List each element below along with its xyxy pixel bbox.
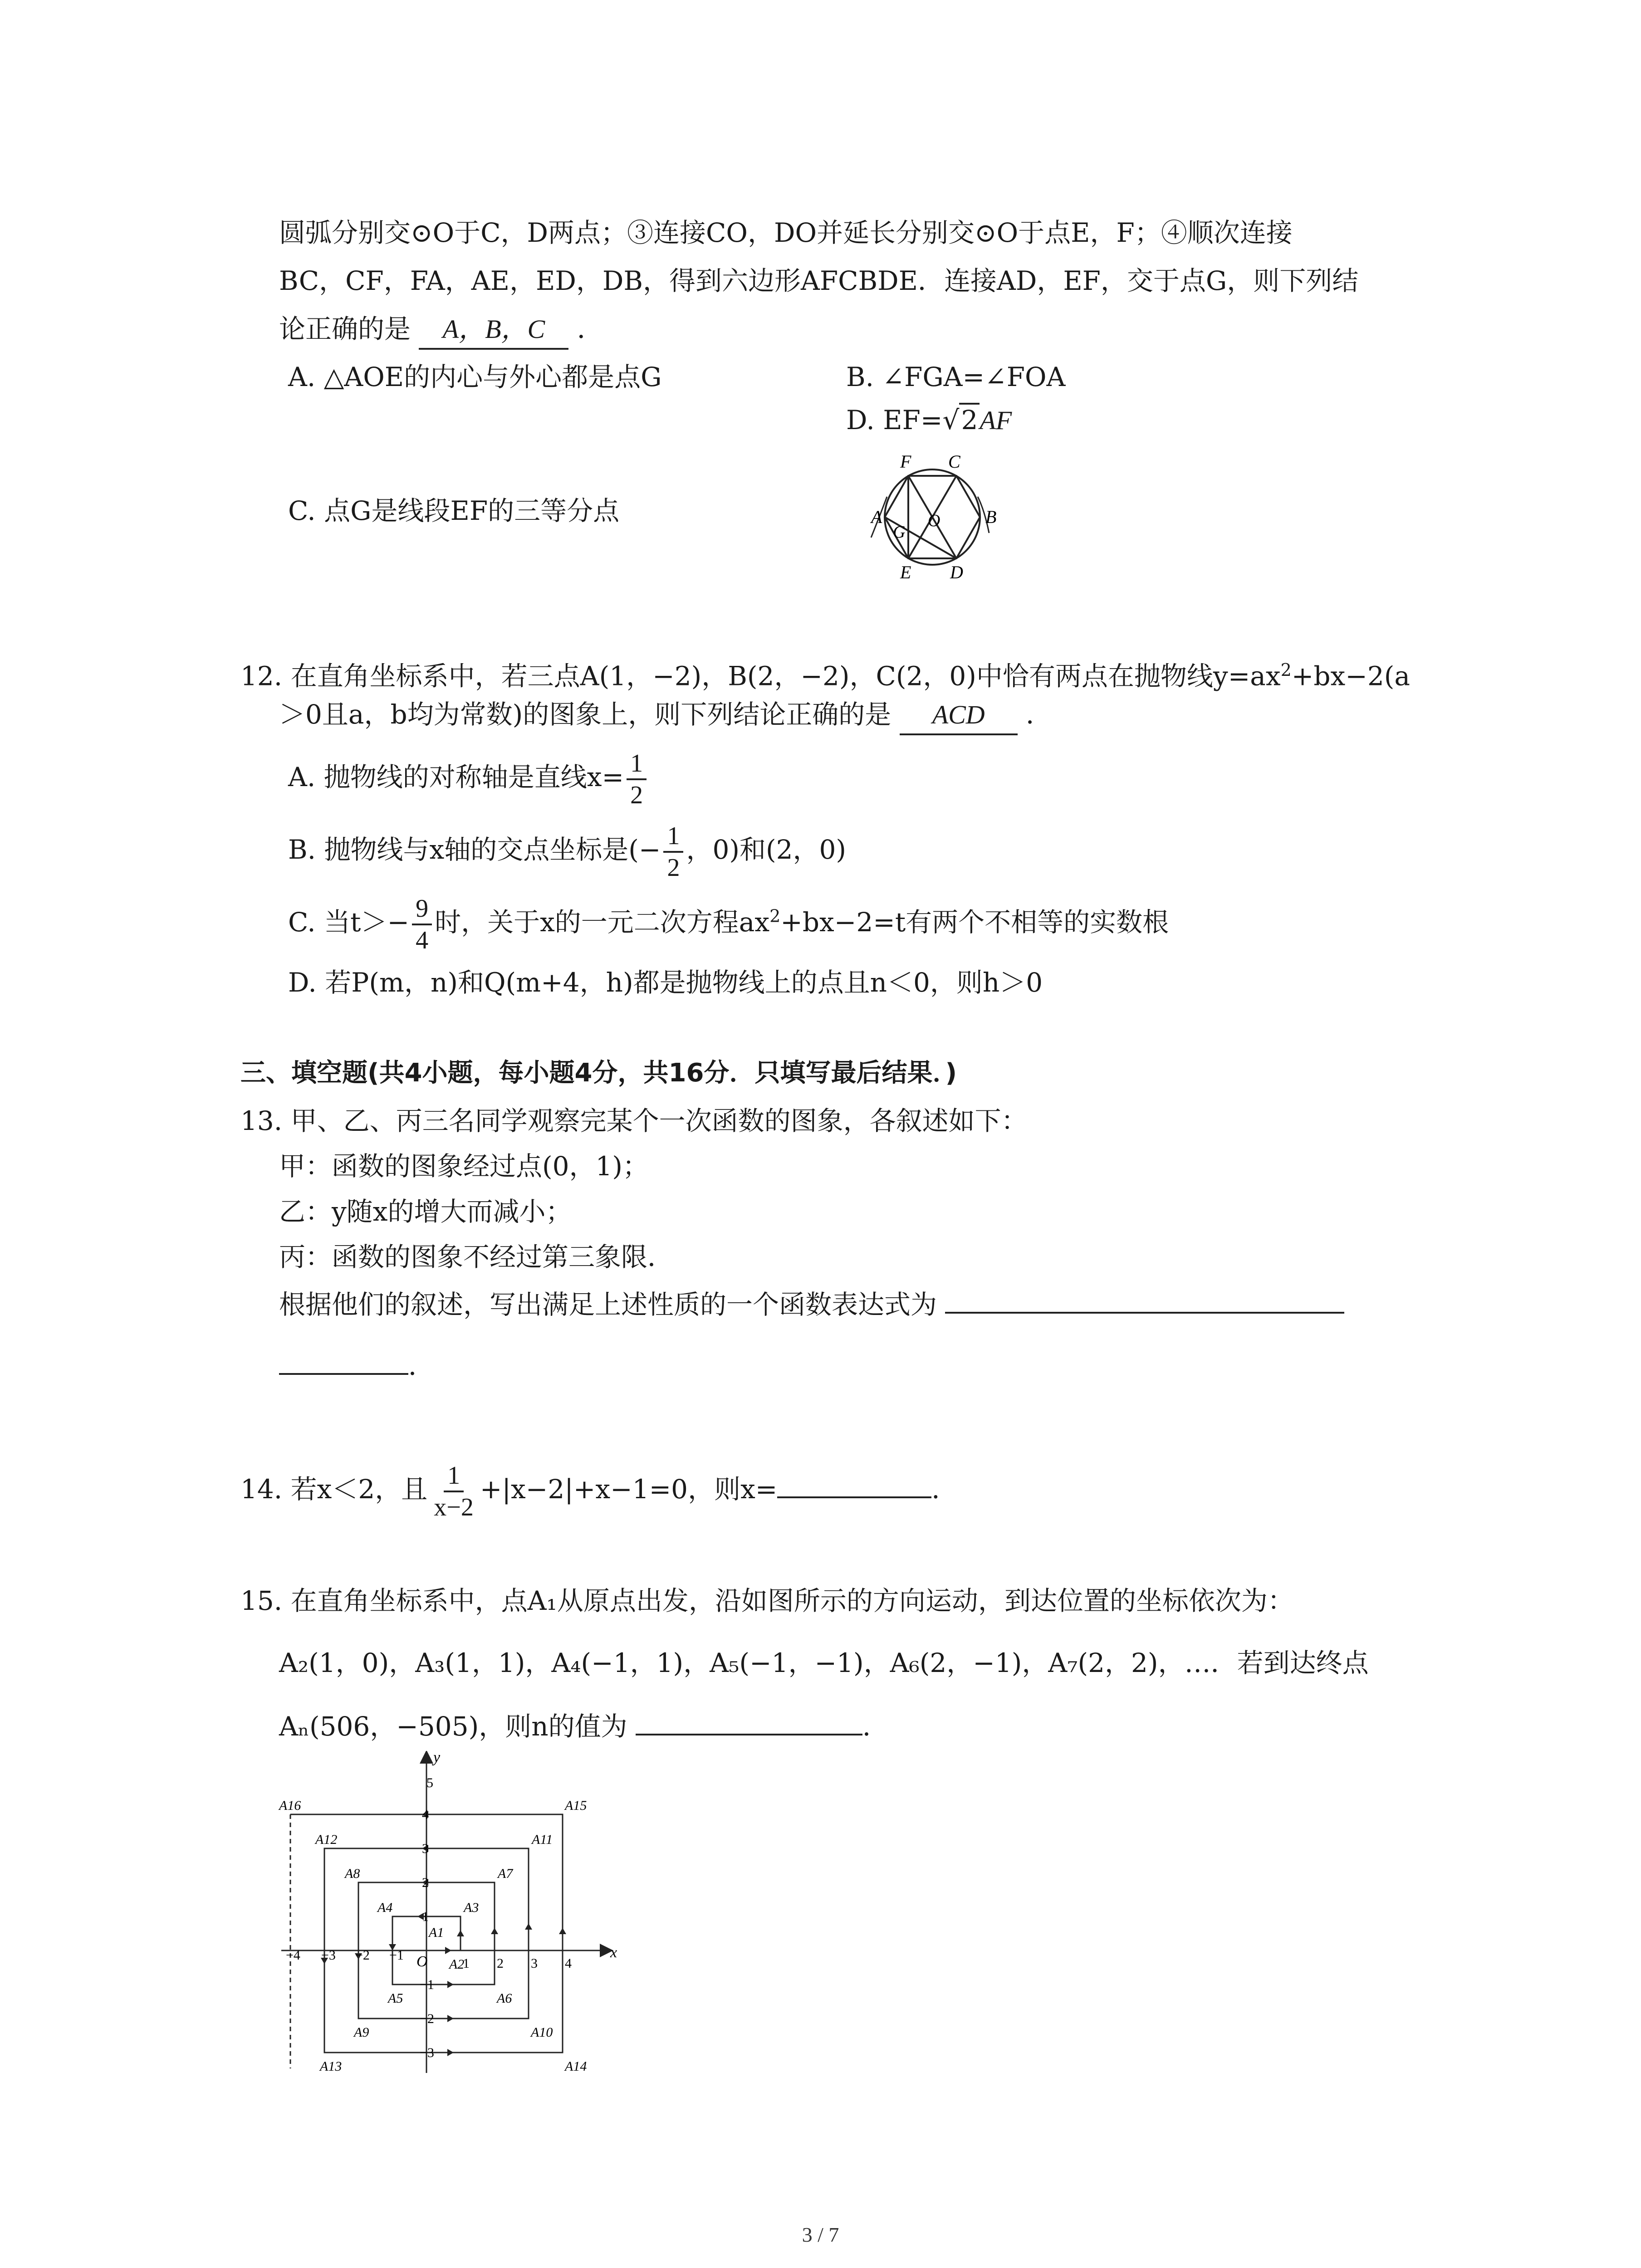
point-label: A3 <box>464 1900 479 1915</box>
point-label: A10 <box>531 2025 553 2040</box>
q13-line1: 13. 甲、乙、丙三名同学观察完某个一次函数的图象，各叙述如下： <box>240 1105 1028 1136</box>
y-tick-label: 2 <box>422 1875 429 1890</box>
section-heading: 三、填空题(共4小题，每小题4分，共16分．只填写最后结果．) <box>240 1058 957 1088</box>
point-label: A11 <box>532 1832 553 1847</box>
q13-line6: ． <box>279 1345 435 1384</box>
x-tick-label: 1 <box>463 1956 470 1971</box>
q11-line1: 圆弧分别交⊙O于C，D两点；③连接CO，DO并延长分别交⊙O于点E，F；④顺次连接 <box>279 217 1293 248</box>
q14-answer-blank[interactable] <box>777 1468 931 1498</box>
x-tick-label: −1 <box>389 1948 404 1963</box>
fig-label-d: D <box>950 562 963 582</box>
fraction: $\frac{1}{2}$ <box>627 748 647 810</box>
y-tick-label: 5 <box>426 1775 433 1790</box>
x-tick-label: 2 <box>497 1956 504 1971</box>
fraction: $\frac{1}{x-2}$ <box>434 1461 474 1521</box>
q12-option-d: D. 若P(m，n)和Q(m+4，h)都是抛物线上的点且n＜0，则h＞0 <box>288 967 1043 998</box>
q11-option-a: A. △AOE的内心与外心都是点G <box>288 362 662 392</box>
x-tick-label: 4 <box>565 1956 572 1971</box>
x-tick-label: −2 <box>355 1948 370 1963</box>
point-label: A14 <box>565 2059 587 2074</box>
y-tick-label: 3 <box>422 1841 429 1856</box>
q14-line: 14. 若x＜2，且 $\frac{1}{x-2}$ +|x−2|+x−1=0，则x= ． <box>240 1461 958 1521</box>
q11-hexagon-figure <box>853 447 1016 583</box>
point-label: A4 <box>377 1900 393 1915</box>
fraction: $\frac{9}{4}$ <box>412 894 432 955</box>
x-tick-label: 3 <box>531 1956 538 1971</box>
fig-label-f: F <box>900 451 911 472</box>
q12-answer[interactable]: ACD <box>900 696 1018 735</box>
q11-option-c: C. 点G是线段EF的三等分点 <box>288 495 620 526</box>
point-label: A15 <box>565 1798 587 1813</box>
x-tick-label: −3 <box>321 1948 336 1963</box>
fig-label-b: B <box>985 507 997 527</box>
q13-answer-blank-cont[interactable] <box>279 1345 408 1375</box>
q12-line2: ＞0且a，b均为常数)的图象上，则下列结论正确的是 ACD ． <box>279 696 1052 735</box>
q12-option-c: C. 当t＞− $\frac{9}{4}$ 时，关于x的一元二次方程$ax^2+bx-2=t$有两个不相等的实数根 <box>288 894 1169 954</box>
q15-line1: 15. 在直角坐标系中，点A₁从原点出发，沿如图所示的方向运动，到达位置的坐标依次为： <box>240 1585 1294 1616</box>
origin-label: O <box>416 1953 428 1970</box>
fig-label-e: E <box>900 562 911 582</box>
fig-label-c: C <box>948 451 960 472</box>
y-tick-label: 4 <box>422 1807 429 1822</box>
q13-line3: 乙：y随x的增大而减小； <box>279 1196 572 1227</box>
y-tick-label: −3 <box>420 2045 434 2060</box>
q11-line3-prefix: 论正确的是 <box>279 313 411 344</box>
point-label: A1 <box>429 1925 444 1940</box>
point-label: A16 <box>279 1798 301 1813</box>
point-label: A8 <box>345 1866 360 1881</box>
y-tick-label: −2 <box>420 2011 434 2026</box>
q15-line2: A₂(1，0)，A₃(1，1)，A₄(−1，1)，A₅(−1，−1)，A₆(2，−1)，A₇(2，2)，…．若到达终点 <box>279 1647 1369 1678</box>
point-label: A9 <box>354 2025 369 2040</box>
x-axis-label: x <box>610 1944 617 1961</box>
q11-option-b: B. ∠FGA=∠FOA <box>846 362 1066 392</box>
q15-line3: Aₙ(506，−505)，则n的值为 ． <box>279 1706 889 1745</box>
y-tick-label: −1 <box>420 1977 434 1992</box>
point-label: A12 <box>315 1832 338 1847</box>
fig-label-o: O <box>928 511 941 530</box>
page-number: 3 / 7 <box>802 2223 839 2246</box>
q11-line2: BC，CF，FA，AE，ED，DB，得到六边形AFCBDE．连接AD，EF，交于点G，则下列结 <box>279 265 1359 296</box>
q15-spiral-figure <box>272 1751 626 2077</box>
fraction: $\frac{1}{2}$ <box>663 821 683 883</box>
y-tick-label: 1 <box>422 1909 429 1924</box>
point-label: A13 <box>320 2059 342 2074</box>
q13-line4: 丙：函数的图象不经过第三象限． <box>279 1242 674 1272</box>
q12-option-a: A. 抛物线的对称轴是直线x= $\frac{1}{2}$ <box>288 748 649 810</box>
q11-option-d: D. EF=√2AF <box>846 401 1012 439</box>
fig-label-g: G <box>893 523 906 542</box>
fig-label-a: A <box>871 507 882 527</box>
q13-line5: 根据他们的叙述，写出满足上述性质的一个函数表达式为 <box>279 1284 1344 1323</box>
q15-answer-blank[interactable] <box>636 1706 862 1735</box>
q13-line2: 甲：函数的图象经过点(0，1)； <box>279 1151 649 1182</box>
y-axis-label: y <box>433 1751 441 1766</box>
point-label: A6 <box>497 1991 512 2006</box>
point-label: A7 <box>498 1866 513 1881</box>
q13-answer-blank[interactable] <box>945 1284 1344 1314</box>
x-tick-label: −4 <box>286 1948 300 1963</box>
point-label: A5 <box>388 1991 403 2006</box>
q12-line1: 12. 在直角坐标系中，若三点A(1，−2)，B(2，−2)，C(2，0)中恰有两点在抛物线$y=ax^2+bx-2(a$ <box>240 660 1410 692</box>
q11-answer[interactable]: A，B，C <box>419 311 568 350</box>
q11-line3: 论正确的是 A，B，C ． <box>279 310 603 350</box>
q12-option-b: B. 抛物线与x轴的交点坐标是(− $\frac{1}{2}$ ，0)和(2，0) <box>288 822 847 882</box>
point-label: A2 <box>449 1957 465 1972</box>
